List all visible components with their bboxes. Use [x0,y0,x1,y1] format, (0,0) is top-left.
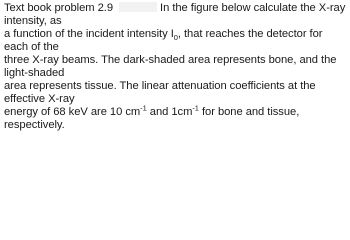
problem-text-line-3: three X-ray beams. The dark-shaded area represents bone, and the light-shaded [4,54,337,79]
problem-text-line-4: area represents tissue. The linear attenuation coefficients at the effective X-ray [4,80,316,105]
problem-text-line-2: a function of the incident intensity I [4,28,174,40]
tissue-coefficient-unit-exponent: -1 [192,103,199,113]
problem-text-line-5-end: for bone and tissue, respectively. [4,106,300,131]
problem-statement [4,2,346,132]
problem-text-line-1: In the figure below calculate the X-ray intensity, as [4,2,346,27]
incident-intensity-subscript: 0 [173,33,178,43]
problem-text-line-2-rest: , that reaches the detector for each of the [4,28,323,53]
redacted-region [119,2,157,12]
problem-text-line-5-mid: and 1cm [146,106,193,118]
problem-label: Text book problem 2.9 [4,2,114,14]
problem-text-line-5-start: energy of 68 keV are 10 cm [4,106,141,118]
bone-coefficient-unit-exponent: -1 [140,103,147,113]
